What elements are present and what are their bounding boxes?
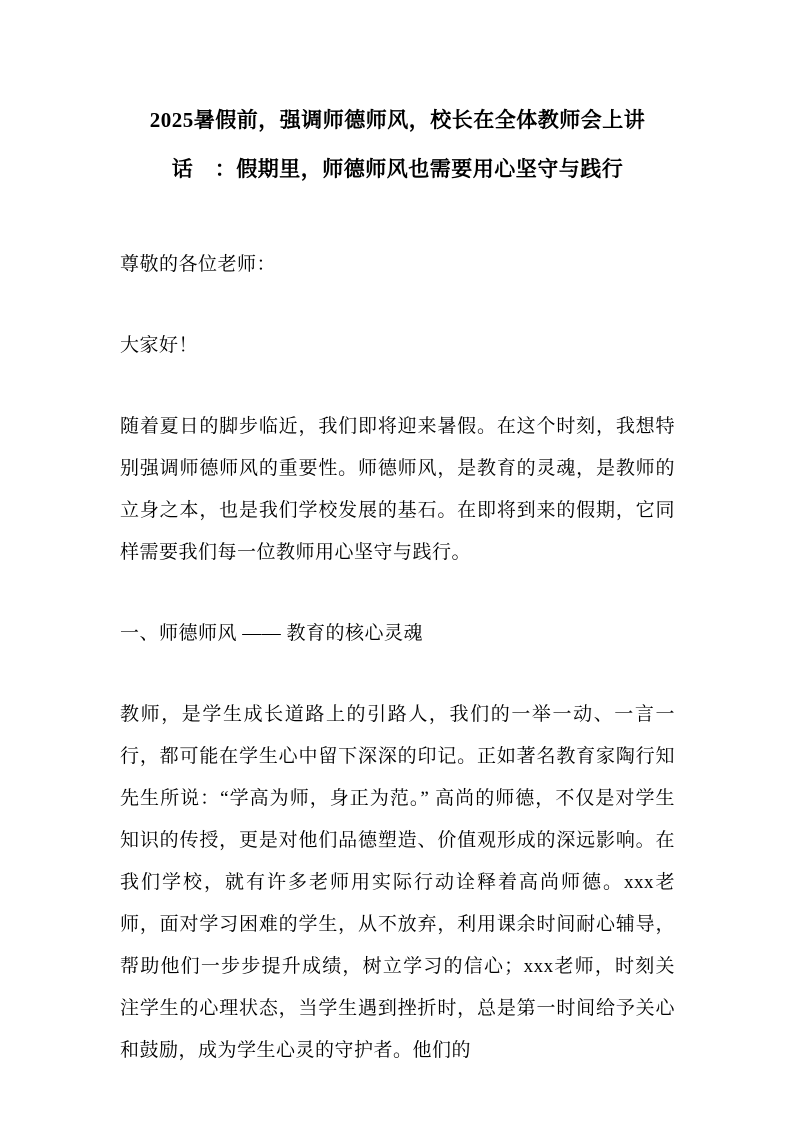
document-title: 2025暑假前，强调师德师风，校长在全体教师会上讲话 ：假期里，师德师风也需要用心坚守与践行 [149,108,646,181]
salutation-paragraph: 尊敬的各位老师： [120,254,277,275]
intro-paragraph: 随着夏日的脚步临近，我们即将迎来暑假。在这个时刻，我想特别强调师德师风的重要性。师德师风，是教育的灵魂，是教师的立身之本，也是我们学校发展的基石。在即将到来的假期，它同样需要我们每一位教师用心坚守与践行。 [120,416,675,563]
greeting-paragraph: 大家好！ [120,335,199,356]
section-one-heading: 一、师德师风 —— 教育的核心灵魂 [120,623,424,644]
section-one-body-paragraph: 教师，是学生成长道路上的引路人，我们的一举一动、一言一行，都可能在学生心中留下深深的印记。正如著名教育家陶行知先生所说：“学高为师，身正为范。” 高尚的师德，不仅是对学生知识的传授，更是对他们品德塑造、价值观形成的深远影响。在我们学校，就有许多老师用实际行动诠释着高尚师德。xxx老师，面对学习困难的学生，从不放弃，利用课余时间耐心辅导，帮助他们一步步提升成绩，树立学习的信心；xxx老师，时刻关注学生的心理状态，当学生遇到挫折时，总是第一时间给予关心和鼓励，成为学生心灵的守护者。他们的 [120,704,675,1061]
